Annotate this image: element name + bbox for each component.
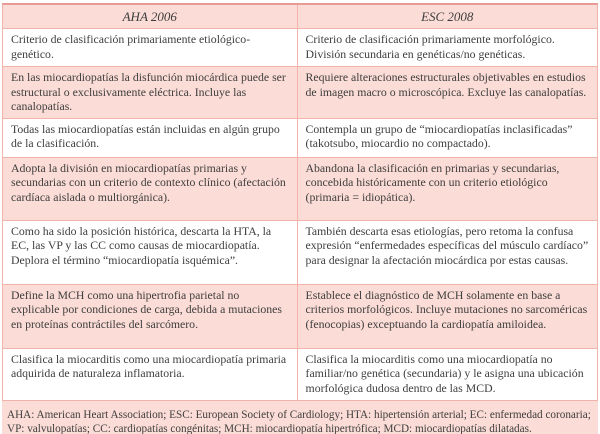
table-row	[3, 220, 598, 284]
column-header-esc-2008: ESC 2008	[297, 4, 597, 29]
aha-cell: Como ha sido la posición histórica, descarta la HTA, la EC, las VP y las CC como causas de miocardiopatía. Deplora el término “miocardiopatía isquémica”.	[3, 220, 298, 284]
table-row	[3, 284, 598, 348]
esc-cell: Clasifica la miocarditis como una miocardiopatía no familiar/no genética (secundaria) y le asigna una ubicación morfológica dudosa dentro de las MCD.	[297, 348, 597, 400]
esc-cell: Requiere alteraciones estructurales objetivables en estudios de imagen macro o microscópica. Excluye las canalopatías.	[297, 67, 597, 119]
aha-cell: Clasifica la miocarditis como una miocardiopatía primaria adquirida de naturaleza inflamatoria.	[3, 348, 298, 400]
aha-cell: En las miocardiopatías la disfunción miocárdica puede ser estructural o exclusivamente eléctrica. Incluye las canalopatías.	[3, 67, 298, 119]
column-header-aha-2006: AHA 2006	[3, 4, 298, 29]
aha-cell: Define la MCH como una hipertrofia parietal no explicable por condiciones de carga, debida a mutaciones en proteínas contráctiles del sarcómero.	[3, 284, 298, 348]
esc-cell: Contempla un grupo de “miocardiopatías inclasificadas” (takotsubo, miocardio no compactado).	[297, 118, 597, 157]
aha-esc-comparison-table	[2, 3, 598, 401]
aha-cell: Adopta la división en miocardiopatías primarias y secundarias con un criterio de contexto clínico (afectación cardíaca aislada o multiorgánica).	[3, 157, 298, 220]
table-header-row	[3, 4, 598, 29]
aha-cell: Criterio de clasificación primariamente etiológico-genético.	[3, 29, 298, 67]
esc-cell: También descarta esas etiologías, pero retoma la confusa expresión “enfermedades específicas del músculo cardíaco” para designar la afectación miocárdica por estas causas.	[297, 220, 597, 284]
abbreviations-footnote: AHA: American Heart Association; ESC: European Society of Cardiology; HTA: hipertensión arterial; EC: enfermedad coronaria; VP: valvulopatías; CC: cardiopatías congénitas; MCH: miocardiopatía hipertrófica; MCD: miocardiopatías dilatadas.	[2, 401, 598, 434]
table-row	[3, 67, 598, 119]
table-row	[3, 348, 598, 400]
table-row	[3, 157, 598, 220]
esc-cell: Establece el diagnóstico de MCH solamente en base a criterios morfológicos. Incluye mutaciones no sarcoméricas (fenocopias) exceptuando la cardiopatía amiloidea.	[297, 284, 597, 348]
table-row	[3, 29, 598, 67]
esc-cell: Criterio de clasificación primariamente morfológico. División secundaria en genéticas/no genéticas.	[297, 29, 597, 67]
esc-cell: Abandona la clasificación en primarias y secundarias, concebida históricamente con un criterio etiológico (primaria = idiopática).	[297, 157, 597, 220]
aha-cell: Todas las miocardiopatías están incluidas en algún grupo de la clasificación.	[3, 118, 298, 157]
table-row	[3, 118, 598, 157]
